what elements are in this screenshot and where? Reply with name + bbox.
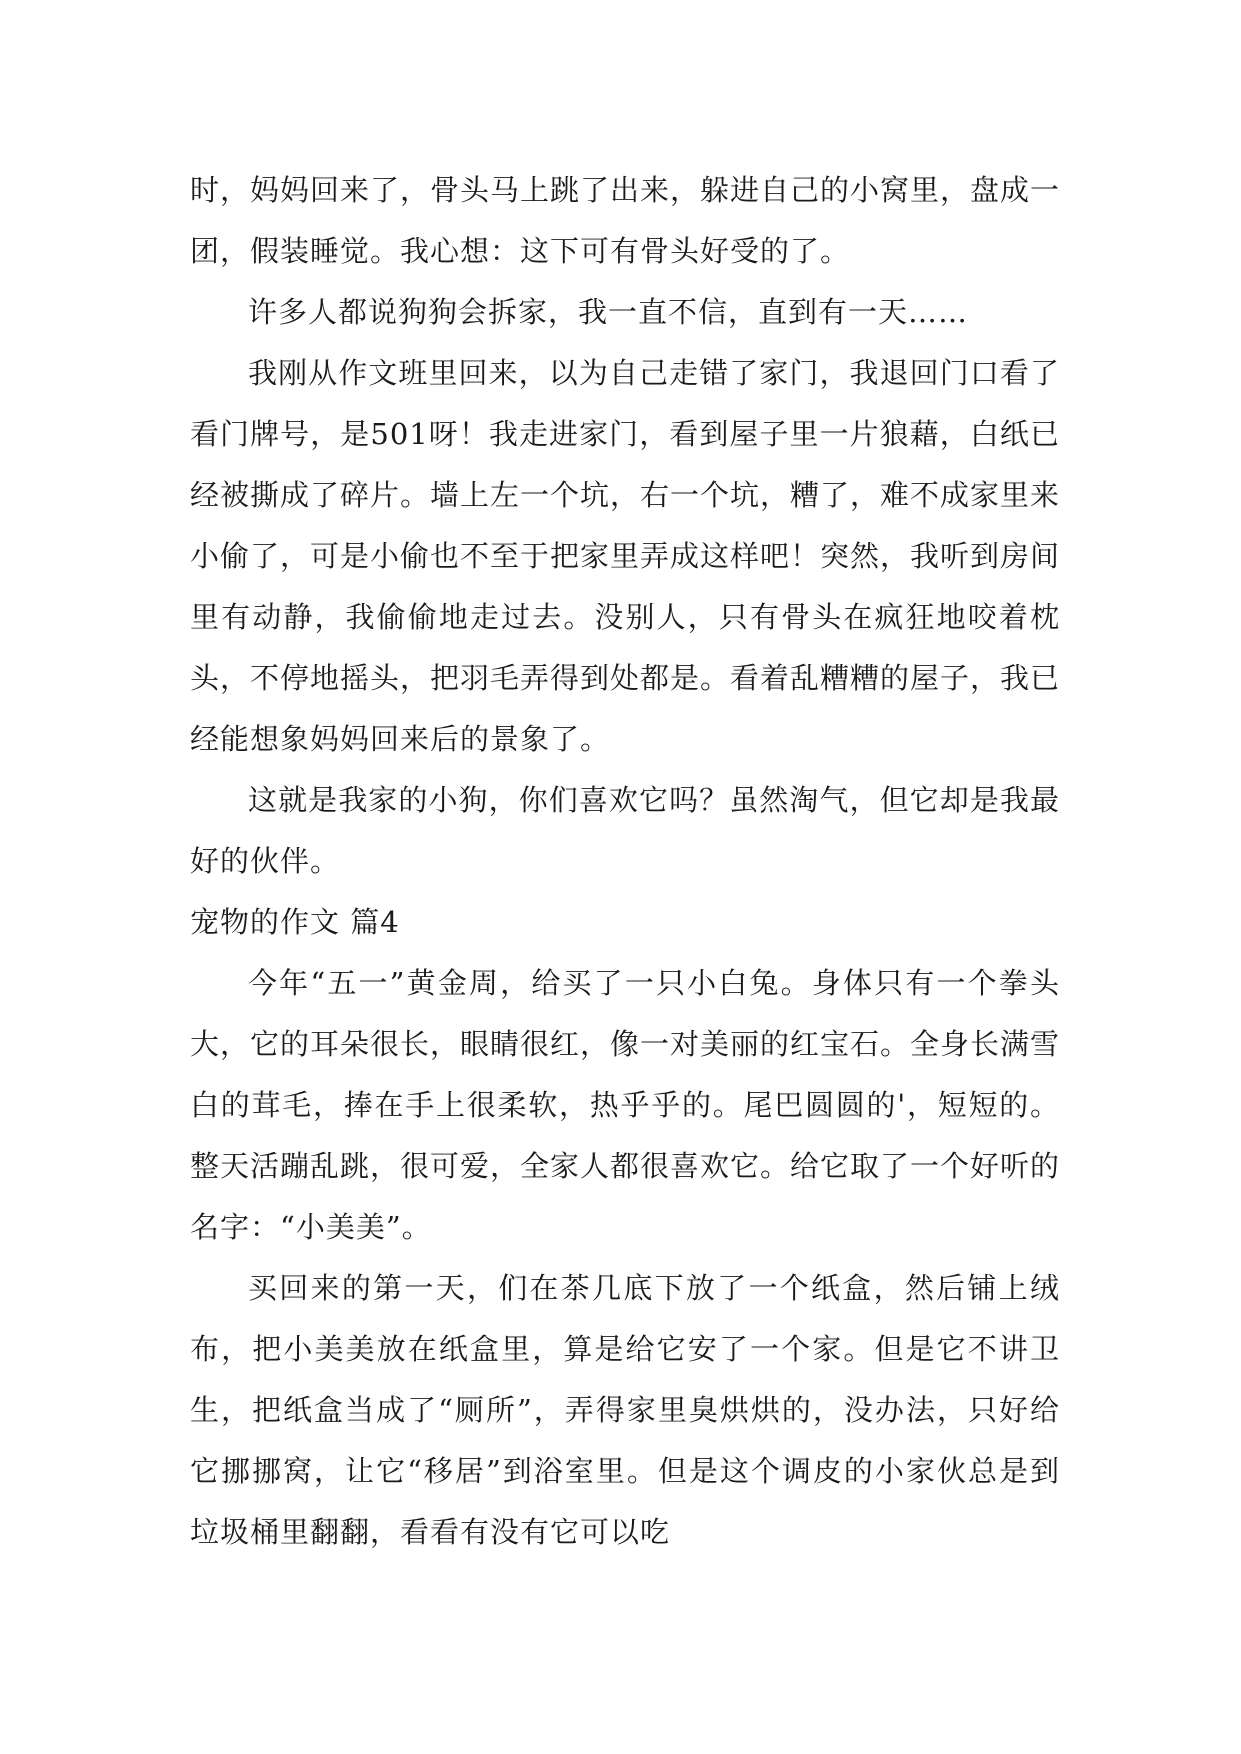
paragraph-5: 今年“五一”黄金周，给买了一只小白兔。身体只有一个拳头大，它的耳朵很长，眼睛很红，像一对美丽的红宝石。全身长满雪白的茸毛，捧在手上很柔软，热乎乎的。尾巴圆圆的'，短短的。整天活蹦乱跳，很可爱，全家人都很喜欢它。给它取了一个好听的名字：“小美美”。: [190, 966, 1061, 1244]
paragraph-1: 时，妈妈回来了，骨头马上跳了出来，躲进自己的小窝里，盘成一团，假装睡觉。我心想：这下可有骨头好受的了。: [190, 173, 1061, 268]
paragraph-2: 许多人都说狗狗会拆家，我一直不信，直到有一天……: [248, 295, 969, 329]
paragraph-4: 这就是我家的小狗，你们喜欢它吗？虽然淘气，但它却是我最好的伙伴。: [190, 783, 1060, 878]
paragraph-6: 买回来的第一天，们在茶几底下放了一个纸盒，然后铺上绒布，把小美美放在纸盒里，算是给它安了一个家。但是它不讲卫生，把纸盒当成了“厕所”，弄得家里臭烘烘的，没办法，只好给它挪挪窝，让它“移居”到浴室里。但是这个调皮的小家伙总是到垃圾桶里翻翻，看看有没有它可以吃: [190, 1271, 1060, 1549]
paragraph-3: 我刚从作文班里回来，以为自己走错了家门，我退回门口看了看门牌号，是501呀！我走进家门，看到屋子里一片狼藉，白纸已经被撕成了碎片。墙上左一个坑，右一个坑，糟了，难不成家里来小偷了，可是小偷也不至于把家里弄成这样吧！突然，我听到房间里有动静，我偷偷地走过去。没别人，只有骨头在疯狂地咬着枕头，不停地摇头，把羽毛弄得到处都是。看着乱糟糟的屋子，我已经能想象妈妈回来后的景象了。: [190, 356, 1061, 756]
section-heading: 宠物的作文 篇4: [190, 905, 400, 939]
document-body: [190, 160, 1060, 1563]
